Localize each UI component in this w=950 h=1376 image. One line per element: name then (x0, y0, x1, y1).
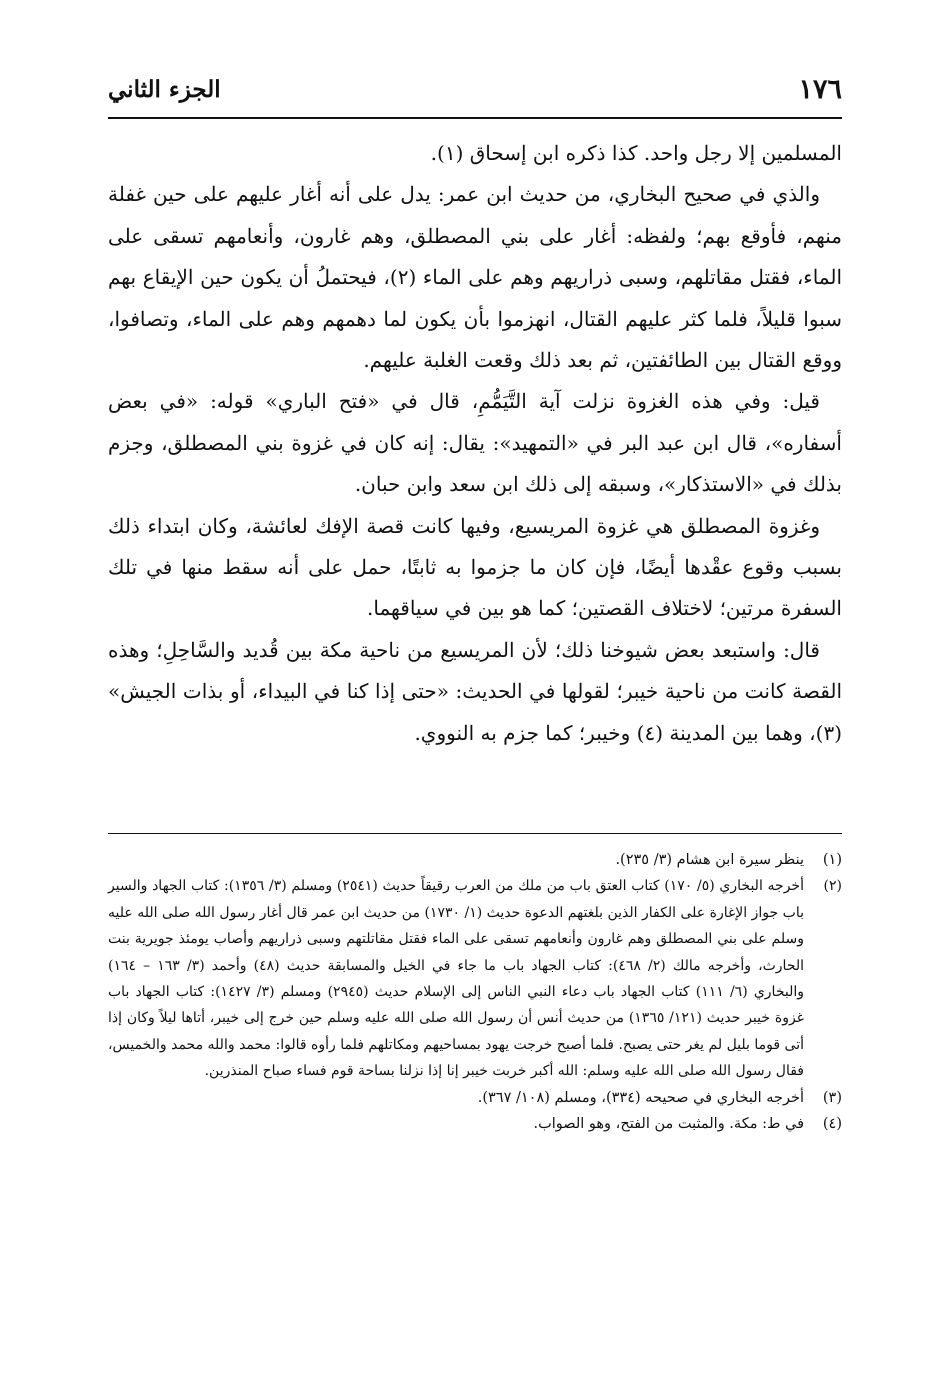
footnote-text: في ط: مكة. والمثبت من الفتح، وهو الصواب. (533, 1116, 804, 1133)
footnote (108, 1085, 842, 1111)
paragraph: قيل: وفي هذه الغزوة نزلت آية التَّيَمُّمِ، قال في «فتح الباري» قوله: «في بعض أسفاره»، قال ابن عبد البر في «التمهيد»: يقال: إنه كان في غزوة بني المصطلق، وجزم بذلك في «الاستذكار»، وسبقه إلى ذلك ابن سعد وابن حبان. (108, 389, 842, 497)
footnote-text: ينظر سيرة ابن هشام (٣/ ٢٣٥). (615, 852, 804, 868)
footnote-text: أخرجه البخاري (٥/ ١٧٠) كتاب العتق باب من ملك من العرب رقيقاً حديث (٢٥٤١) ومسلم (٣/ ١٣٥٦): كتاب الجهاد والسير باب جواز الإغارة على الكفار الذين بلغتهم الدعوة حديث (١/ ١٧٣٠) من حديث ابن عمر قال أغار رسول الله صلى الله عليه وسلم على بني المصطلق وهم غارون وأنعامهم تسقى على الماء فقتل مقاتلتهم وسبى ذراريهم وأصاب يومئذ جويرية بنت الحارث، وأخرجه مالك (٢/ ٤٦٨): كتاب الجهاد باب ما جاء في الخيل والمسابقة حديث (٤٨) وأحمد (٣/ ١٦٣ – ١٦٤) والبخاري (٦/ ١١١) كتاب الجهاد باب دعاء النبي الناس إلى الإسلام حديث (٢٩٤٥) ومسلم (٣/ ١٤٢٧): كتاب الجهاد باب غزوة خيبر حديث (١٢١/ ١٣٦٥) من حديث أنس أن رسول الله صلى الله عليه وسلم حين خرج إلى خيبر، أتاها ليلاً وكان إذا أتى قوما بليل لم يغر حتى يصبح. فلما أصبح خرجت يهود بمساحيهم ومكاتلهم فلما رأوه قالوا: محمد والله محمد والخميس، فقال رسول الله صلى الله عليه وسلم: الله أكبر خربت خيبر إنا إذا نزلنا بساحة قوم فساء صباح المنذرين. (108, 878, 805, 1080)
main-text (108, 133, 842, 754)
footnote-number: (٤) (822, 1116, 842, 1133)
footnote-number: (٢) (823, 878, 842, 895)
paragraph: قال: واستبعد بعض شيوخنا ذلك؛ لأن المريسيع من ناحية مكة بين قُديد والسَّاحِلِ؛ وهذه القصة كانت من ناحية خيبر؛ لقولها في الحديث: «حتى إذا كنا في البيداء، أو بذات الجيش» (٣)، وهما بين المدينة (٤) وخيبر؛ كما جزم به النووي. (108, 637, 842, 745)
footnote-number: (١) (822, 852, 842, 868)
footnote (108, 873, 842, 1084)
footnotes (108, 847, 842, 1137)
footnote (108, 1111, 842, 1137)
footnote (108, 847, 842, 873)
footnote-number: (٣) (822, 1089, 842, 1106)
footnote-text: أخرجه البخاري في صحيحه (٣٣٤)، ومسلم (١٠٨/ ٣٦٧). (477, 1089, 804, 1106)
paragraph: وغزوة المصطلق هي غزوة المريسيع، وفيها كانت قصة الإفك لعائشة، وكان ابتداء ذلك بسبب وقوع عقْدها أيضًا، فإن كان ما جزموا به ثابتًا، حمل على أنه سقط منها في تلك السفرة مرتين؛ لاختلاف القصتين؛ كما هو بين في سياقهما. (108, 513, 842, 621)
part-title: الجزء الثاني (108, 76, 221, 103)
paragraph: المسلمين إلا رجل واحد. كذا ذكره ابن إسحاق (١). (430, 141, 842, 165)
footnote-divider (108, 833, 842, 834)
paragraph: والذي في صحيح البخاري، من حديث ابن عمر: يدل على أنه أغار عليهم على حين غفلة منهم، فأوقع بهم؛ ولفظه: أغار على بني المصطلق، وهم غارون، وأنعامهم تسقى على الماء، فقتل مقاتلهم، وسبى ذراريهم وهم على الماء (٢)، فيحتملُ أن يكون حين الإيقاع بهم سبوا قليلاً، فلما كثر عليهم القتال، انهزموا بأن يكون لما دهمهم وهم على الماء، وتصافوا، ووقع القتال بين الطائفتين، ثم بعد ذلك وقعت الغلبة عليهم. (108, 182, 843, 373)
header-divider (108, 117, 842, 119)
page-header (108, 74, 842, 114)
page-number: ١٧٦ (798, 74, 842, 105)
